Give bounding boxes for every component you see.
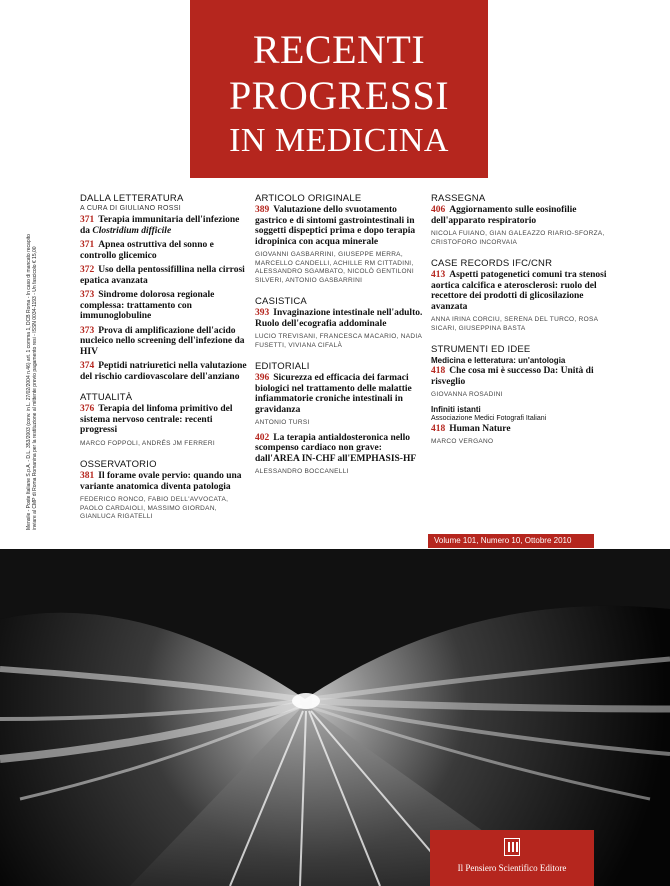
rubric-title: Medicina e letteratura: un'antologia	[431, 356, 566, 365]
toc-entry[interactable]	[80, 240, 250, 261]
publisher-logo-icon	[504, 838, 520, 856]
section-title: DALLA LETTERATURA	[80, 193, 184, 204]
spine-text-line2: inviare al CMP di Roma Romanina per la restituzione al mittente previo pagamento resi - ISSN 0034-1193 - Un fascicolo € 15,00	[32, 246, 38, 530]
section-editor: A CURA DI GIULIANO ROSSI	[80, 205, 181, 212]
article-authors: MARCO VERGANO	[431, 438, 494, 445]
article-title: Prova di amplificazione dell'acido nucleico nello screening dell'infezione da HIV	[80, 325, 245, 357]
article-title: Terapia del linfoma primitivo del sistema nervoso centrale: recenti progressi	[80, 404, 233, 435]
page-number: 418	[431, 423, 446, 434]
page-number: 376	[80, 404, 95, 414]
article-authors: ANTONIO TURSI	[255, 419, 310, 426]
article-title: Sindrome dolorosa regionale complessa: trattamento con immunoglobuline	[80, 290, 215, 321]
toc-entry[interactable]	[431, 424, 611, 435]
page-number: 393	[255, 308, 270, 318]
toc-entry[interactable]	[255, 373, 425, 415]
page-number: 381	[80, 471, 95, 481]
rubric-subtitle: Associazione Medici Fotografi Italiani	[431, 414, 547, 422]
toc-entry[interactable]	[255, 205, 425, 247]
section-title: RASSEGNA	[431, 193, 486, 204]
section-title: STRUMENTI ED IDEE	[431, 344, 531, 355]
section-title: EDITORIALI	[255, 361, 310, 372]
page-number: 396	[255, 373, 270, 383]
publisher-name: Il Pensiero Scientifico Editore	[457, 863, 567, 873]
toc-entry[interactable]	[80, 404, 250, 436]
toc-entry[interactable]	[80, 361, 250, 382]
toc-entry[interactable]	[80, 290, 250, 322]
toc-entry[interactable]	[80, 326, 250, 358]
toc-entry[interactable]	[80, 471, 250, 492]
toc-column-3	[431, 193, 611, 452]
page-number: 402	[255, 432, 270, 443]
article-title-italic: Clostridium difficile	[92, 225, 172, 236]
toc-column-2	[255, 193, 425, 482]
article-authors: LUCIO TREVISANI, FRANCESCA MACARIO, NADIA FUSETTI, VIVIANA CIFALÀ	[255, 333, 422, 349]
toc-entry[interactable]	[80, 265, 250, 286]
article-title: Uso della pentossifillina nella cirrosi epatica avanzata	[80, 265, 245, 286]
section-title: CASE RECORDS IFC/CNR	[431, 258, 553, 269]
page-number: 413	[431, 270, 446, 280]
toc-entry[interactable]	[255, 308, 425, 329]
article-title: Peptidi natriuretici nella valutazione del rischio cardiovascolare dell'anziano	[80, 361, 247, 382]
masthead-title-line1: RECENTI	[252, 27, 426, 72]
section-title: ARTICOLO ORIGINALE	[255, 193, 362, 204]
article-authors: GIOVANNI GASBARRINI, GIUSEPPE MERRA, MARCELLO CANDELLI, ACHILLE RM CITTADINI, ALESSANDRO SGAMBATO, NICOLÒ GENTILONI SILVERI, ANTONIO GASBARRINI	[255, 251, 414, 284]
page-number: 371	[80, 240, 95, 250]
article-title: Terapia immunitaria dell'infezione da	[80, 215, 240, 236]
page-number: 372	[80, 265, 95, 275]
article-title: Sicurezza ed efficacia dei farmaci biologici nel trattamento delle malattie infiammatorie croniche intestinali in gravidanza	[255, 373, 412, 415]
toc-column-1	[80, 193, 250, 527]
article-title: Che cosa mi è successo Da: Unità di risveglio	[431, 366, 594, 387]
spine-text	[26, 190, 40, 530]
article-authors: ANNA IRINA CORCIU, SERENA DEL TURCO, ROSA SICARI, GIUSEPPINA BASTA	[431, 316, 598, 332]
article-authors: GIOVANNA ROSADINI	[431, 391, 503, 398]
toc-entry[interactable]	[431, 270, 611, 312]
page-number: 373	[80, 325, 95, 336]
article-authors: FEDERICO RONCO, FABIO DELL'AVVOCATA, PAOLO CARDAIOLI, MASSIMO GIORDAN, GIANLUCA RIGATELLI	[80, 496, 229, 520]
rubric-title: Infiniti istanti	[431, 404, 481, 414]
article-title: Valutazione dello svuotamento gastrico e di sintomi gastrointestinali in soggetti dispeptici prima e dopo terapia idropinica con acqua minerale	[255, 205, 416, 247]
article-authors: NICOLA FUIANO, GIAN GALEAZZO RIARIO-SFORZA, CRISTOFORO INCORVAIA	[431, 230, 605, 246]
section-title: CASISTICA	[255, 296, 307, 307]
page-number: 406	[431, 205, 446, 215]
article-title: Apnea ostruttiva del sonno e controllo glicemico	[80, 240, 214, 261]
article-authors: ALESSANDRO BOCCANELLI	[255, 468, 349, 475]
article-title: Invaginazione intestinale nell'adulto. Ruolo dell'ecografia addominale	[255, 308, 423, 329]
masthead-title-line2: PROGRESSI	[228, 73, 450, 118]
toc-entry[interactable]	[80, 215, 250, 236]
toc-entry[interactable]	[255, 433, 425, 465]
page-number: 374	[80, 361, 95, 371]
toc-entry[interactable]	[431, 366, 611, 387]
article-title: Aspetti patogenetici comuni tra stenosi aortica calcifica e aterosclerosi: ruolo del recettore dei prodotti di glicosilazione avanzata	[431, 270, 607, 312]
spine-text-line1: Mensile - Poste Italiane S.p.A. - D.L. 353/2003 (conv. in L. 27/02/2004 n.46) art. 1 comma 1, DCB Roma - In caso di mancato recapito	[26, 234, 32, 530]
article-title: Human Nature	[449, 423, 511, 434]
page-number: 371	[80, 215, 95, 225]
article-title: La terapia antialdosteronica nello scompenso cardiaco non grave: dall'AREA IN-CHF all'EMPHASIS-HF	[255, 432, 417, 464]
article-title: Il forame ovale pervio: quando una variante anatomica diventa patologia	[80, 471, 242, 492]
masthead	[190, 0, 488, 178]
page-number: 389	[255, 205, 270, 215]
section-title: OSSERVATORIO	[80, 459, 157, 470]
masthead-title-line3: IN MEDICINA	[229, 122, 449, 159]
page-number: 418	[431, 366, 446, 376]
section-title: ATTUALITÀ	[80, 392, 133, 403]
page-number: 373	[80, 290, 95, 300]
toc-entry[interactable]	[431, 205, 611, 226]
publisher-block	[430, 830, 594, 886]
article-title: Aggiornamento sulle eosinofilie dell'apparato respiratorio	[431, 205, 577, 226]
article-authors: MARCO FOPPOLI, ANDRÉS JM FERRERI	[80, 439, 215, 447]
volume-issue-bar: Volume 101, Numero 10, Ottobre 2010	[428, 534, 594, 548]
